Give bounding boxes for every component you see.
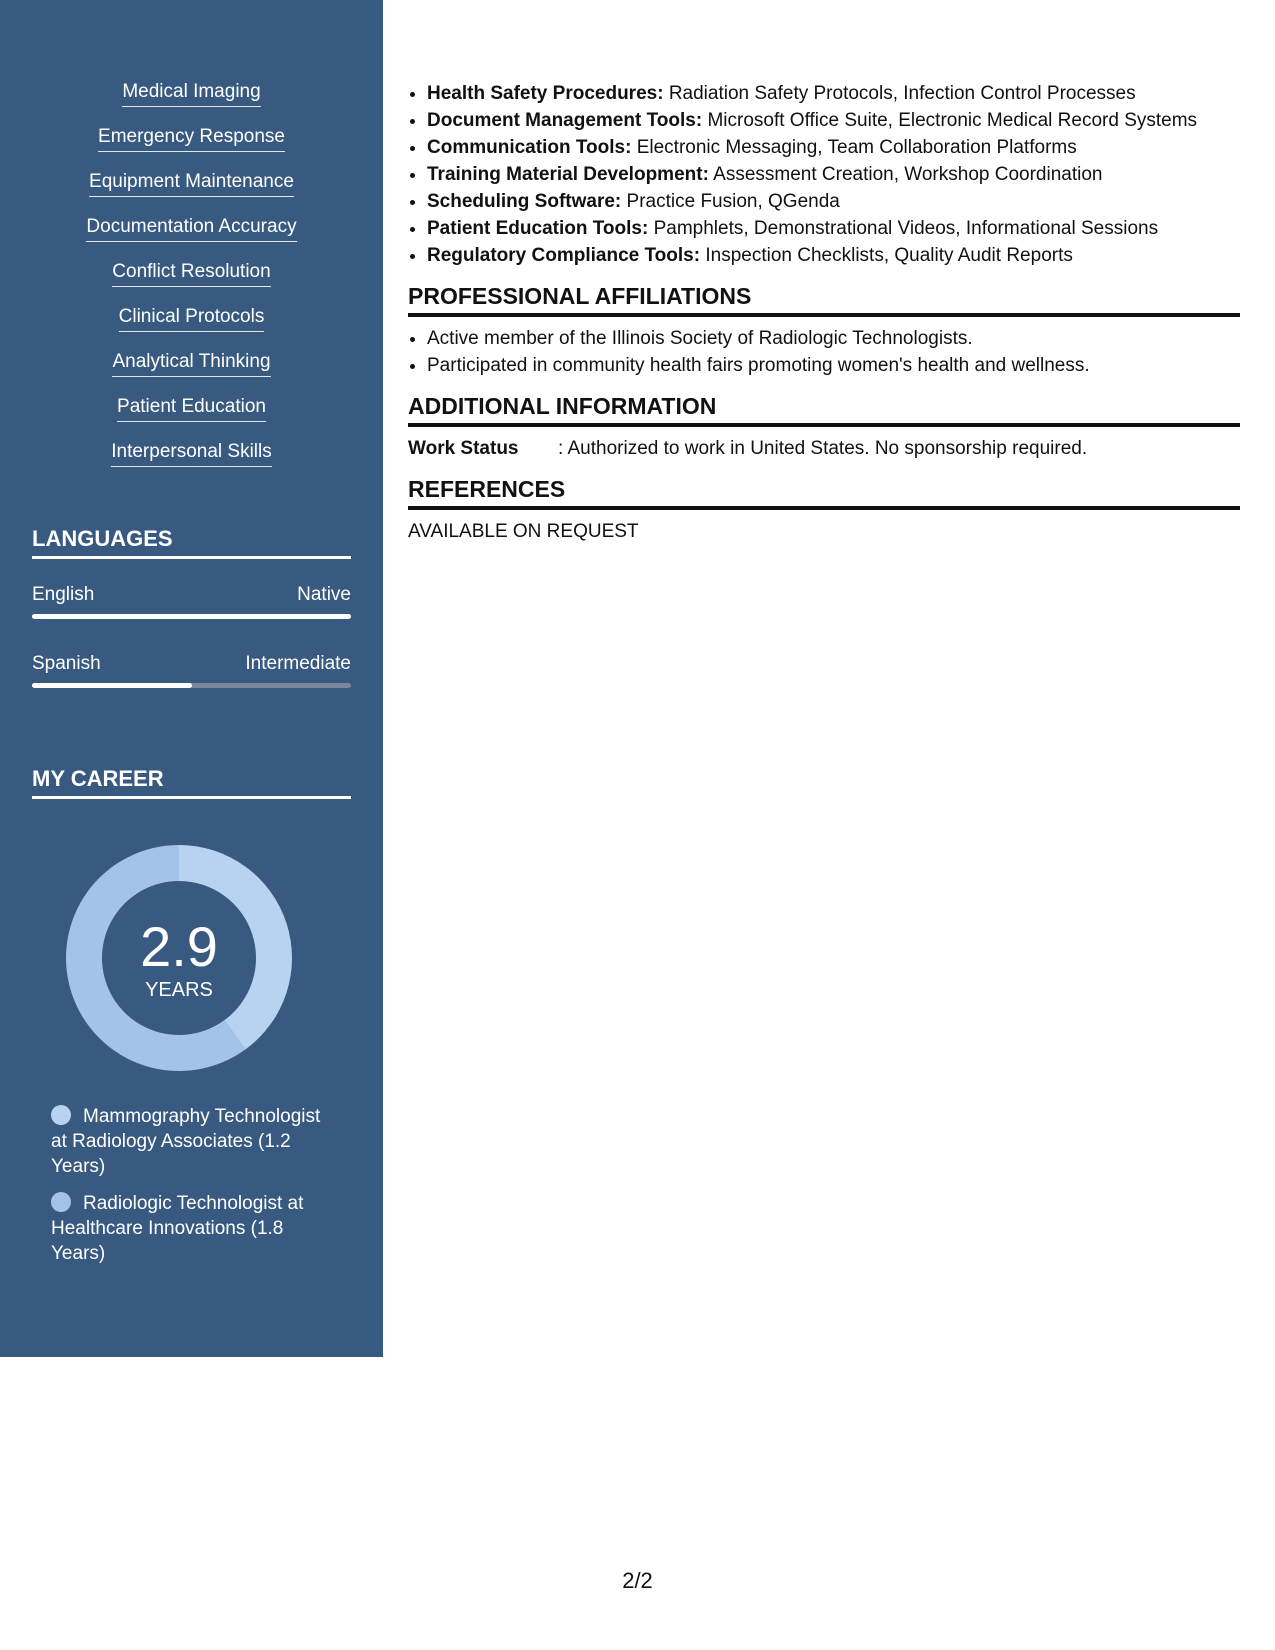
career-legend-item — [51, 1104, 331, 1179]
tool-item — [427, 80, 1240, 107]
page-number: 2/2 — [622, 1568, 653, 1593]
additional-info-title: ADDITIONAL INFORMATION — [408, 391, 1240, 427]
skill-item: Documentation Accuracy — [86, 215, 296, 242]
tool-item — [427, 242, 1240, 269]
affiliations-title: PROFESSIONAL AFFILIATIONS — [408, 281, 1240, 317]
language-name: Spanish — [32, 653, 101, 674]
affiliations-list — [408, 325, 1240, 379]
main-content — [408, 80, 1240, 545]
tool-value: Radiation Safety Protocols, Infection Control Processes — [668, 83, 1136, 104]
tools-list — [408, 80, 1240, 269]
language-level: Intermediate — [245, 653, 351, 674]
tool-value: Pamphlets, Demonstrational Videos, Informational Sessions — [653, 218, 1159, 239]
language-name: English — [32, 584, 95, 605]
tool-label: Health Safety Procedures: — [427, 83, 664, 104]
career-role-text: Radiologic Technologist at Healthcare Innovations (1.8 Years) — [51, 1193, 304, 1264]
work-status-value: : Authorized to work in United States. No sponsorship required. — [558, 438, 1088, 459]
affiliation-item: • Active member of the Illinois Society of Radiologic Technologists. — [427, 325, 1240, 352]
tool-item — [427, 134, 1240, 161]
skill-item: Interpersonal Skills — [111, 440, 272, 467]
tool-label: Document Management Tools: — [427, 110, 703, 131]
work-status-label: Work Status — [408, 438, 519, 459]
skill-item: Emergency Response — [98, 125, 285, 152]
languages-title: LANGUAGES — [32, 524, 351, 559]
tool-item — [427, 161, 1240, 188]
skill-item: Clinical Protocols — [119, 305, 265, 332]
career-role-text: Mammography Technologist at Radiology Associates (1.2 Years) — [51, 1106, 321, 1177]
language-row — [32, 652, 351, 676]
language-level: Native — [297, 584, 351, 605]
career-section — [32, 764, 351, 799]
career-total-years: 2.9 — [140, 915, 218, 978]
skill-item: Conflict Resolution — [112, 260, 270, 287]
tool-label: Regulatory Compliance Tools: — [427, 245, 701, 266]
skill-item: Analytical Thinking — [112, 350, 270, 377]
career-title: MY CAREER — [32, 764, 351, 799]
skill-item: Patient Education — [117, 395, 266, 422]
skill-item: Equipment Maintenance — [89, 170, 294, 197]
language-proficiency-fill — [32, 683, 192, 688]
tool-label: Patient Education Tools: — [427, 218, 649, 239]
tool-item — [427, 107, 1240, 134]
tool-label: Training Material Development: — [427, 164, 709, 185]
language-proficiency-bar — [32, 683, 351, 688]
sidebar — [0, 0, 383, 1357]
tool-value: Inspection Checklists, Quality Audit Reports — [705, 245, 1073, 266]
skills-list — [0, 80, 383, 485]
references-title: REFERENCES — [408, 474, 1240, 510]
skill-item: Medical Imaging — [122, 80, 260, 107]
tool-value: Microsoft Office Suite, Electronic Medical Record Systems — [707, 110, 1198, 131]
references-text: AVAILABLE ON REQUEST — [408, 521, 639, 542]
career-legend-item — [51, 1191, 331, 1266]
tool-value: Assessment Creation, Workshop Coordination — [713, 164, 1103, 185]
language-row — [32, 583, 351, 607]
affiliation-item: • Participated in community health fairs promoting women's health and wellness. — [427, 352, 1240, 379]
tool-label: Scheduling Software: — [427, 191, 622, 212]
career-years-unit: YEARS — [145, 979, 213, 1001]
language-proficiency-bar — [32, 614, 351, 619]
work-status-row — [408, 435, 1240, 462]
languages-section — [32, 524, 351, 674]
legend-dot — [51, 1105, 71, 1125]
tool-item — [427, 188, 1240, 215]
tool-value: Practice Fusion, QGenda — [626, 191, 840, 212]
tool-label: Communication Tools: — [427, 137, 632, 158]
language-proficiency-fill — [32, 614, 351, 619]
tool-item — [427, 215, 1240, 242]
legend-dot — [51, 1192, 71, 1212]
tool-value: Electronic Messaging, Team Collaboration Platforms — [636, 137, 1077, 158]
